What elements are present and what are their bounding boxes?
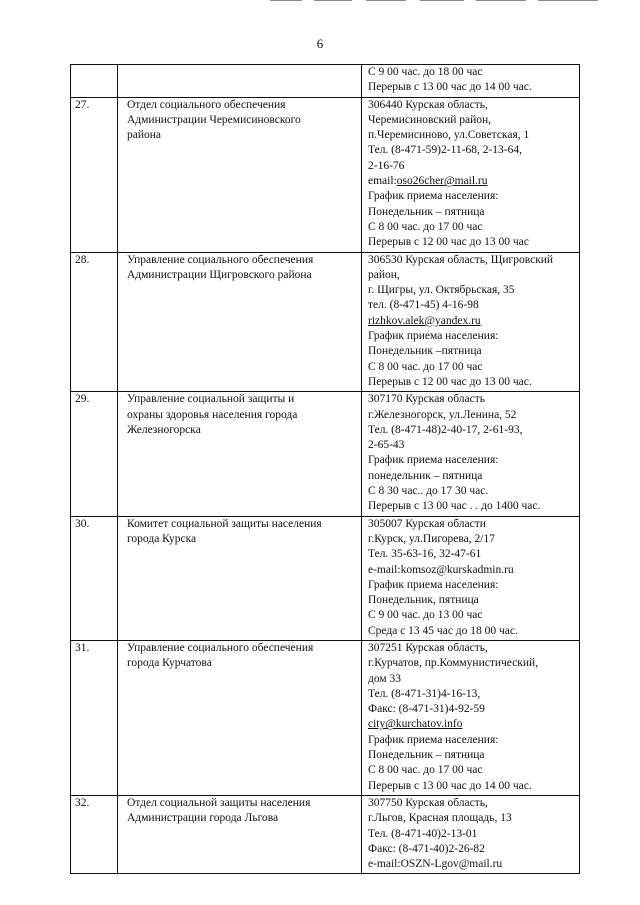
contact-line	[368, 717, 576, 732]
contact-text: Понедельник – пятница	[368, 205, 485, 218]
page-number: 6	[316, 36, 324, 51]
contact-line	[368, 702, 576, 717]
row-number: 29.	[71, 392, 118, 516]
contact-line	[368, 205, 576, 220]
organization-name	[118, 516, 362, 640]
contact-text: 307170 Курская область	[368, 393, 485, 406]
contact-line	[368, 517, 576, 532]
contact-line	[368, 563, 576, 578]
contact-text: понедельник – пятница	[368, 469, 483, 482]
contact-text: 307251 Курская область,	[368, 641, 488, 654]
contact-line	[368, 532, 576, 547]
contact-line	[368, 438, 576, 453]
contact-line	[368, 748, 576, 763]
contact-line	[368, 298, 576, 313]
contact-line	[368, 392, 576, 407]
table-row	[71, 65, 580, 98]
organization-name-line: Управление социальной защиты и	[127, 393, 295, 406]
contact-line	[368, 842, 576, 857]
contact-details	[362, 65, 580, 98]
contact-line	[368, 189, 576, 204]
contact-text: Перерыв с 12 00 час до 13 00 час.	[368, 375, 532, 388]
contact-text: С 8 00 час. до 17 00 час	[368, 220, 483, 233]
contact-line	[368, 796, 576, 811]
table-row	[71, 97, 580, 252]
contact-text: График приема населения:	[368, 578, 499, 591]
contact-line	[368, 113, 576, 128]
contact-line	[368, 408, 576, 423]
contact-line	[368, 235, 576, 250]
contact-line	[368, 811, 576, 826]
table-row	[71, 252, 580, 392]
organization-name-line: Управление социального обеспечения	[127, 253, 314, 266]
contact-text: г. Щигры, ул. Октябрьская, 35	[368, 284, 515, 297]
table-row	[71, 392, 580, 516]
table-row	[71, 516, 580, 640]
contact-text: тел. (8-471-45) 4-16-98	[368, 299, 479, 312]
contact-line	[368, 283, 576, 298]
contact-text: Тел. (8-471-48)2-40-17, 2-61-93,	[368, 423, 523, 436]
contact-line	[368, 763, 576, 778]
contact-line	[368, 656, 576, 671]
contact-text: Перерыв с 13 00 час до 14 00 час.	[368, 81, 532, 94]
contact-details	[362, 97, 580, 252]
contact-text: Понедельник –пятница	[368, 345, 482, 358]
contact-text: e-mail:OSZN-Lgov@mail.ru	[368, 858, 503, 871]
organization-name-line: Железногорска	[127, 423, 201, 436]
organization-name	[118, 65, 362, 98]
organization-name	[118, 392, 362, 516]
contact-line	[368, 547, 576, 562]
contact-line	[368, 314, 576, 329]
contact-text: С 8 00 час. до 17 00 час	[368, 764, 483, 777]
contact-line	[368, 143, 576, 158]
contact-line	[368, 672, 576, 687]
contact-text: Факс: (8-471-31)4-92-59	[368, 703, 485, 716]
contact-text: Перерыв с 13 00 час . . до 1400 час.	[368, 500, 541, 513]
contact-details	[362, 516, 580, 640]
contact-text: График приема населения:	[368, 330, 499, 343]
organization-name-line: Отдел социального обеспечения	[127, 98, 286, 111]
contact-text: Факс: (8-471-40)2-26-82	[368, 842, 485, 855]
contact-text: г.Железногорск, ул.Ленина, 52	[368, 408, 517, 421]
organization-name-line: Администрации города Льгова	[127, 812, 279, 825]
organization-name-line: охраны здоровья населения города	[127, 408, 298, 421]
contact-text: г.Курчатов, пр.Коммунистический,	[368, 657, 539, 670]
contact-line	[368, 484, 576, 499]
organization-name	[118, 97, 362, 252]
contact-text: 307750 Курская область,	[368, 796, 488, 809]
organization-name-line: района	[127, 129, 162, 142]
organization-name	[118, 640, 362, 795]
contact-line	[368, 329, 576, 344]
contact-line	[368, 733, 576, 748]
contact-text: График приема населения:	[368, 454, 499, 467]
email-link[interactable]: oso26cher@mail.ru	[396, 175, 488, 188]
contact-line	[368, 344, 576, 359]
contact-text: 2-65-43	[368, 439, 405, 452]
contact-line	[368, 578, 576, 593]
contact-line	[368, 687, 576, 702]
contact-text: 306530 Курская область, Щигровский	[368, 253, 554, 266]
contact-text: e-mail:komsoz@kurskadmin.ru	[368, 563, 514, 576]
contact-line	[368, 593, 576, 608]
contact-text: п.Черемисиново, ул.Советская, 1	[368, 129, 530, 142]
contact-text: Тел. (8-471-31)4-16-13,	[368, 687, 481, 700]
organization-name-line: города Курска	[127, 532, 197, 545]
contact-text: район,	[368, 268, 400, 281]
contact-line	[368, 65, 576, 80]
contact-line	[368, 375, 576, 390]
contact-text: г.Курск, ул.Пигорева, 2/17	[368, 532, 495, 545]
contact-line	[368, 453, 576, 468]
contact-line	[368, 80, 576, 95]
contact-line	[368, 268, 576, 283]
table-row	[71, 795, 580, 873]
contact-line	[368, 857, 576, 872]
social-services-table	[70, 64, 580, 874]
contact-details	[362, 640, 580, 795]
contact-text: г.Льгов, Красная площадь, 13	[368, 812, 512, 825]
contact-line	[368, 220, 576, 235]
organization-name-line: Администрации Щигровского района	[127, 268, 312, 281]
organization-name-line: Комитет социальной защиты населения	[127, 517, 322, 530]
organization-name	[118, 252, 362, 392]
contact-line	[368, 624, 576, 639]
contact-line	[368, 159, 576, 174]
contact-text: Среда с 13 45 час до 18 00 час.	[368, 624, 518, 637]
organization-name-line: города Курчатова	[127, 657, 212, 670]
contact-text: Понедельник – пятница	[368, 749, 485, 762]
contact-text: дом 33	[368, 672, 402, 685]
contact-text: С 8 00 час. до 17 00 час	[368, 360, 483, 373]
contact-details	[362, 252, 580, 392]
contact-text: С 9 00 час. до 18 00 час	[368, 66, 483, 78]
contact-line	[368, 641, 576, 656]
organization-name-line: Отдел социальной защиты населения	[127, 796, 311, 809]
contact-line	[368, 827, 576, 842]
contact-text: 2-16-76	[368, 159, 405, 172]
row-number: 30.	[71, 516, 118, 640]
email-link[interactable]: city@kurchatov.info	[368, 718, 463, 731]
organization-name-line: Управление социального обеспечения	[127, 641, 314, 654]
contact-details	[362, 795, 580, 873]
contact-line	[368, 128, 576, 143]
contact-line	[368, 253, 576, 268]
contact-line	[368, 423, 576, 438]
contact-line	[368, 779, 576, 794]
contact-text: 305007 Курская области	[368, 517, 486, 530]
contact-line	[368, 499, 576, 514]
contact-text: С 8 30 час.. до 17 30 час.	[368, 485, 489, 498]
contact-text: С 9 00 час. до 13 00 час	[368, 609, 483, 622]
contact-text: График приема населения:	[368, 733, 499, 746]
table-row	[71, 640, 580, 795]
contact-line	[368, 608, 576, 623]
contact-text: Перерыв с 13 00 час до 14 00 час.	[368, 779, 532, 792]
row-number: 31.	[71, 640, 118, 795]
contact-text: Понедельник, пятница	[368, 594, 479, 607]
contact-text: Перерыв с 12 00 час до 13 00 час	[368, 236, 529, 249]
organization-name-line: Администрации Черемисиновского	[127, 113, 301, 126]
contact-text: 306440 Курская область,	[368, 98, 488, 111]
table-body	[71, 65, 580, 874]
contact-line	[368, 98, 576, 113]
contact-details	[362, 392, 580, 516]
scan-edge-marks	[270, 0, 610, 4]
contact-text: Тел. (8-471-59)2-11-68, 2-13-64,	[368, 144, 523, 157]
organization-name	[118, 795, 362, 873]
contact-text: Черемисиновский район,	[368, 113, 492, 126]
contact-text: email:	[368, 175, 397, 188]
contact-line	[368, 469, 576, 484]
contact-text: Тел. 35-63-16, 32-47-61	[368, 548, 482, 561]
contact-text: Тел. (8-471-40)2-13-01	[368, 827, 478, 840]
contact-line	[368, 360, 576, 375]
contact-text: График приема населения:	[368, 190, 499, 203]
row-number: 32.	[71, 795, 118, 873]
row-number: 28.	[71, 252, 118, 392]
row-number: 27.	[71, 97, 118, 252]
row-number	[71, 65, 118, 98]
contact-line	[368, 174, 576, 189]
email-link[interactable]: rizhkov.alek@yandex.ru	[368, 314, 481, 327]
